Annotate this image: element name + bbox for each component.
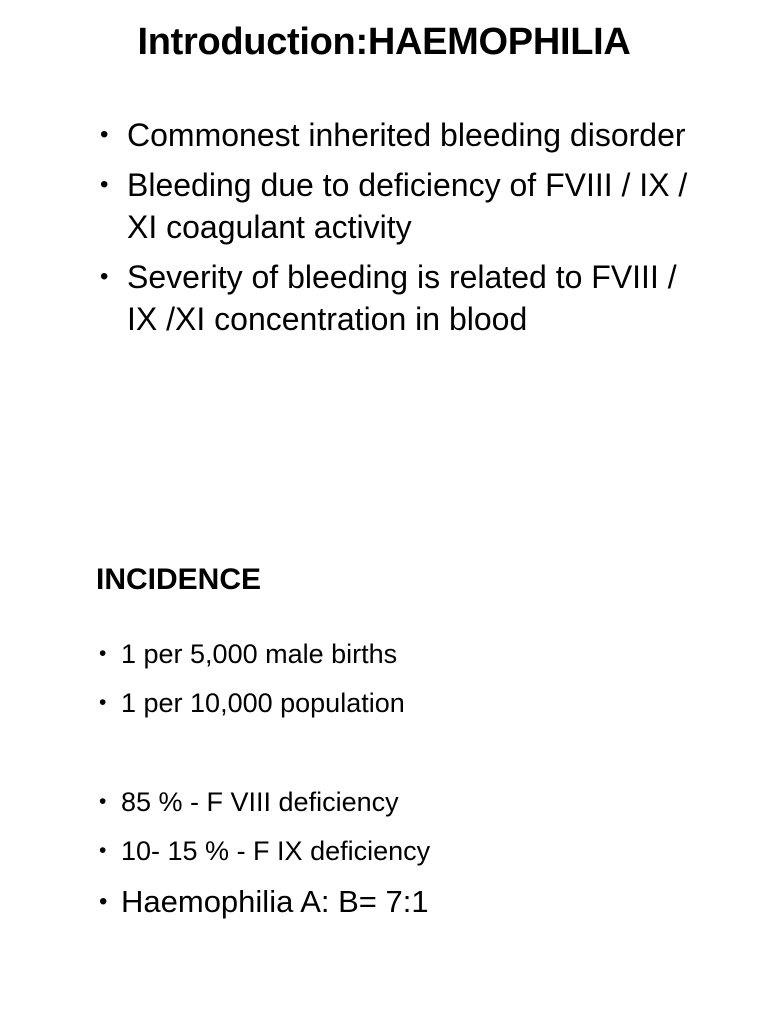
list-item xyxy=(100,164,700,248)
bullet-icon: • xyxy=(100,121,109,148)
intro-point-text: Commonest inherited bleeding disorder xyxy=(127,117,686,153)
incidence-rate-list xyxy=(99,636,699,734)
deficiency-list xyxy=(99,784,699,935)
bullet-icon: • xyxy=(99,888,108,915)
intro-point-text: Bleeding due to deficiency of FVIII / IX / XI coagulant activity xyxy=(127,167,688,245)
list-item xyxy=(100,256,700,340)
list-item xyxy=(100,114,700,156)
bullet-icon: • xyxy=(99,691,107,714)
deficiency-text: 85 % - F VIII deficiency xyxy=(121,787,399,817)
intro-point-text: Severity of bleeding is related to FVIII / IX /XI concentration in blood xyxy=(127,259,677,337)
bullet-icon: • xyxy=(100,171,109,198)
list-item xyxy=(99,784,699,820)
bullet-icon: • xyxy=(99,790,107,813)
intro-bullet-list xyxy=(100,114,700,348)
bullet-icon: • xyxy=(100,263,109,290)
list-item xyxy=(99,882,699,922)
list-item xyxy=(99,636,699,672)
bullet-icon: • xyxy=(99,839,107,862)
list-item xyxy=(99,833,699,869)
incidence-rate-text: 1 per 10,000 population xyxy=(121,688,405,718)
slide-title: Introduction:HAEMOPHILIA xyxy=(137,21,631,63)
ratio-text: Haemophilia A: B= 7:1 xyxy=(121,884,429,919)
incidence-heading: INCIDENCE xyxy=(96,563,262,596)
incidence-rate-text: 1 per 5,000 male births xyxy=(121,639,398,669)
list-item xyxy=(99,685,699,721)
deficiency-text: 10- 15 % - F IX deficiency xyxy=(121,836,431,866)
bullet-icon: • xyxy=(99,642,107,665)
